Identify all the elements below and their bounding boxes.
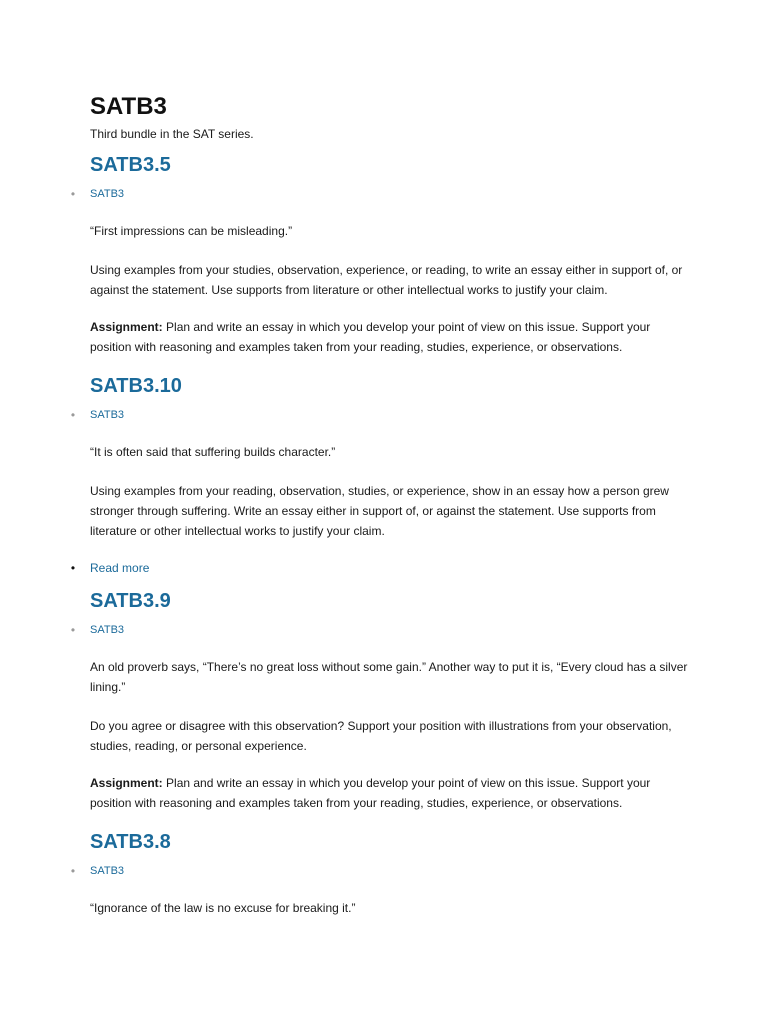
bullet-icon: •: [70, 561, 76, 575]
article-title[interactable]: SATB3.5: [90, 154, 171, 176]
tag-list-item: [70, 863, 690, 879]
assignment-text: Plan and write an essay in which you develop your point of view on this issue. Support your position with reasoning and examples taken from your reading, studies, experience, or observations.: [90, 320, 651, 354]
article-body: Do you agree or disagree with this observation? Support your position with illustrations from your observation, studies, reading, or personal experience.: [90, 719, 672, 753]
assignment-label: Assignment:: [90, 320, 163, 334]
article-assignment: [90, 773, 690, 813]
article-quote: An old proverb says, “There’s no great loss without some gain.” Another way to put it is, “Every cloud has a silver lining.”: [90, 660, 688, 694]
bullet-icon: •: [70, 187, 76, 201]
article-satb3-8: [70, 829, 690, 918]
article-title[interactable]: SATB3.10: [90, 375, 182, 397]
article-body: Using examples from your studies, observation, experience, or reading, to write an essay either in support of, or against the statement. Use supports from literature or other intellectual works to justify your claim.: [90, 263, 683, 297]
page-description: Third bundle in the SAT series.: [90, 127, 254, 141]
read-more-link[interactable]: Read more: [90, 561, 150, 575]
assignment-text: Plan and write an essay in which you develop your point of view on this issue. Support your position with reasoning and examples taken from your reading, studies, experience, or observations.: [90, 776, 651, 810]
article-title[interactable]: SATB3.9: [90, 590, 171, 612]
article-title[interactable]: SATB3.8: [90, 831, 171, 853]
tag-link[interactable]: SATB3: [90, 865, 125, 877]
read-more-item: [70, 558, 690, 578]
article-assignment: [90, 317, 690, 357]
bullet-icon: •: [70, 623, 76, 637]
bullet-icon: •: [70, 408, 76, 422]
article-body: Using examples from your reading, observation, studies, or experience, show in an essay how a person grew stronger through suffering. Write an essay either in support of, or against the statement. Use supports from literature or other intellectual works to justify your claim.: [90, 484, 669, 538]
assignment-label: Assignment:: [90, 776, 163, 790]
article-quote: “It is often said that suffering builds character.”: [90, 445, 336, 459]
article-quote: “Ignorance of the law is no excuse for breaking it.”: [90, 901, 356, 915]
article-satb3-9: [70, 588, 690, 813]
article-quote: “First impressions can be misleading.”: [90, 224, 293, 238]
bullet-icon: •: [70, 864, 76, 878]
tag-link[interactable]: SATB3: [90, 624, 125, 636]
content-column: [70, 92, 690, 918]
article-satb3-5: [70, 152, 690, 357]
tag-list-item: [70, 622, 690, 638]
page-title: SATB3: [90, 93, 167, 120]
tag-link[interactable]: SATB3: [90, 409, 125, 421]
article-satb3-10: [70, 373, 690, 578]
tag-link[interactable]: SATB3: [90, 188, 125, 200]
tag-list-item: [70, 407, 690, 423]
tag-list-item: [70, 186, 690, 202]
